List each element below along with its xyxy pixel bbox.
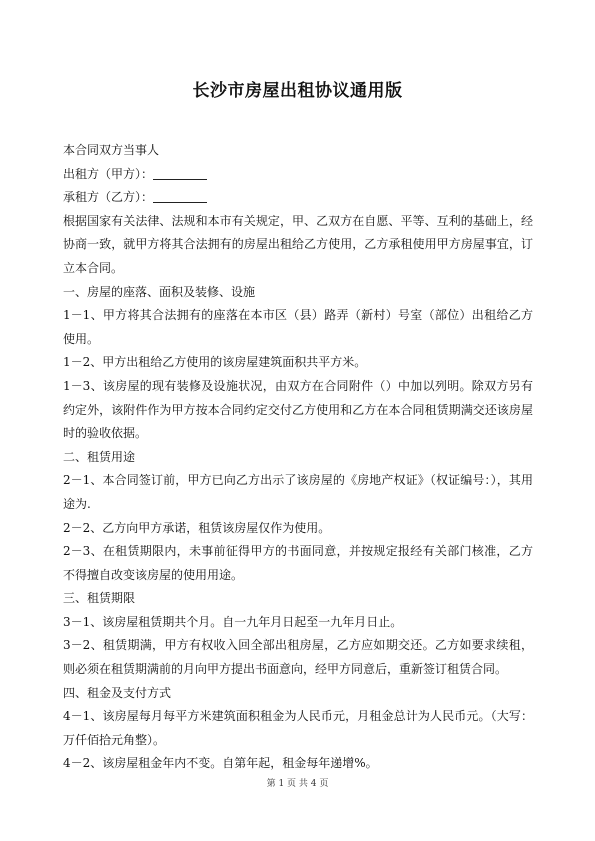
document-body — [63, 139, 533, 776]
section-heading-4: 四、租金及支付方式 — [63, 685, 172, 700]
document-title: 长沙市房屋出租协议通用版 — [192, 81, 403, 101]
clause-1-2: 1－2、甲方出租给乙方使用的该房屋建筑面积共平方米。 — [63, 355, 367, 370]
page-number-footer: 第 1 页 共 4 页 — [266, 779, 329, 789]
section-heading-1: 一、房屋的座落、面积及装修、设施 — [63, 284, 256, 299]
lessor-blank-field[interactable] — [153, 167, 207, 180]
lessee-blank-field[interactable] — [153, 190, 207, 203]
clause-1-3: 1－3、该房屋的现有装修及设施状况，由双方在合同附件（）中加以列明。除双方另有约定外，该附件作为甲方按本合同约定交付乙方使用和乙方在本合同租赁期满交还该房屋时的验收依据。 — [63, 378, 533, 441]
clause-4-2: 4－2、该房屋租金年内不变。自第年起，租金每年递增%。 — [63, 756, 378, 771]
clause-2-1: 2－1、本合同签订前，甲方已向乙方出示了该房屋的《房地产权证》（权证编号：），其用途为. — [63, 473, 533, 511]
clause-2-3: 2－3、在租赁期限内，未事前征得甲方的书面同意，并按规定报经有关部门核准，乙方不得擅自改变该房屋的使用用途。 — [63, 544, 533, 582]
section-heading-2: 二、租赁用途 — [63, 449, 136, 464]
clause-1-1: 1－1、甲方将其合法拥有的座落在本市区（县）路弄（新村）号室（部位）出租给乙方使用。 — [63, 308, 533, 346]
clause-3-2: 3－2、租赁期满，甲方有权收入回全部出租房屋，乙方应如期交还。乙方如要求续租，则必须在租赁期满前的月向甲方提出书面意向，经甲方同意后，重新签订租赁合同。 — [63, 638, 533, 677]
clause-2-2: 2－2、乙方向甲方承诺，租赁该房屋仅作为使用。 — [63, 520, 331, 535]
paragraph-lessee — [63, 186, 533, 210]
clause-3-1: 3－1、该房屋租赁期共个月。自一九年月日起至一九年月日止。 — [63, 614, 403, 629]
lessee-label: 承租方（乙方）： — [63, 190, 154, 205]
paragraph-lessor — [63, 163, 533, 187]
lessor-label: 出租方（甲方）： — [63, 166, 154, 181]
paragraph-preamble: 根据国家有关法律、法规和本市有关规定，甲、乙双方在自愿、平等、互利的基础上，经协商一致，就甲方将其合法拥有的房屋出租给乙方使用，乙方承租使用甲方房屋事宜，订立本合同。 — [63, 213, 533, 275]
clause-4-1: 4－1、该房屋每月每平方米建筑面积租金为人民币元，月租金总计为人民币元。（大写：万仟佰拾元角整）。 — [63, 709, 533, 747]
section-heading-3: 三、租赁期限 — [63, 591, 136, 606]
paragraph-parties: 本合同双方当事人 — [63, 143, 160, 157]
